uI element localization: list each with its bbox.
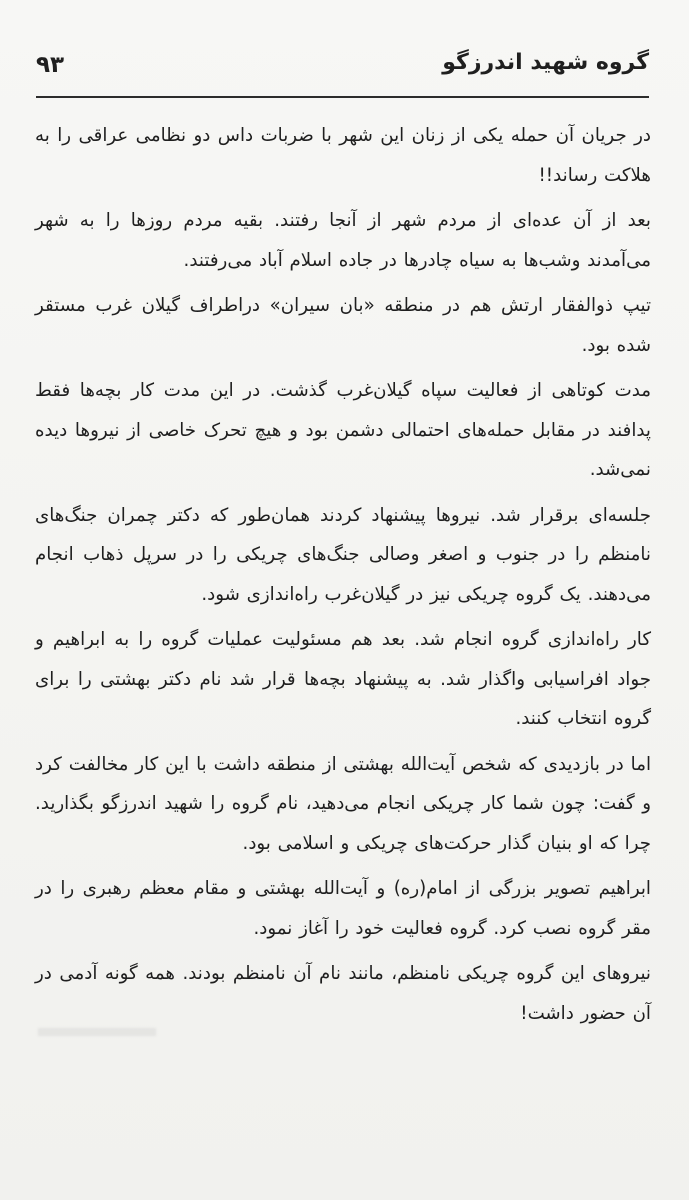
page-body (35, 116, 651, 1033)
running-title: گروه شهید اندرزگو (442, 50, 649, 75)
paragraph-6: کار راه‌اندازی گروه انجام شد. بعد هم مسئولیت عملیات گروه را به ابراهیم و جواد افراسیابی واگذار شد. به پیشنهاد بچه‌ها قرار شد نام دکتر بهشتی را برای گروه انتخاب کنند. (35, 629, 651, 729)
paragraph-1: در جریان آن حمله یکی از زنان این شهر با ضربات داس دو نظامی عراقی را به هلاکت رساند!! (35, 125, 651, 186)
paragraph-5: جلسه‌ای برقرار شد. نیروها پیشنهاد کردند همان‌طور که دکتر چمران جنگ‌های نامنظم را در جنوب و اصغر وصالی جنگ‌های چریکی را در سرپل ذهاب انجام می‌دهند. یک گروه چریکی نیز در گیلان‌غرب راه‌اندازی شود. (35, 504, 651, 605)
page-header (36, 42, 649, 98)
page-number: ۹۳ (36, 52, 65, 78)
paragraph-9: نیروهای این گروه چریکی نامنظم، مانند نام آن نامنظم بودند. همه گونه آدمی در آن حضور داشت! (35, 963, 651, 1024)
paragraph-2: بعد از آن عده‌ای از مردم شهر از آنجا رفتند. بقیه مردم روزها را به شهر می‌آمدند وشب‌ها به سیاه چادرها در جاده اسلام آباد می‌رفتند. (35, 210, 651, 271)
paragraph-7: اما در بازدیدی که شخص آیت‌الله بهشتی از منطقه داشت با این کار مخالفت کرد و گفت: چون شما کار چریکی انجام می‌دهید، نام گروه را شهید اندرزگو بگذارید. چرا که او بنیان گذار حرکت‌های چریکی و اسلامی بود. (35, 753, 651, 854)
paragraph-3: تیپ ذوالفقار ارتش هم در منطقه «بان سیران» دراطراف گیلان غرب مستقر شده بود. (35, 295, 651, 356)
paragraph-4: مدت کوتاهی از فعالیت سپاه گیلان‌غرب گذشت. در این مدت کار بچه‌ها فقط پدافند در مقابل حمله‌های احتمالی دشمن بود و هیچ تحرک خاصی از نیروها دیده نمی‌شد. (35, 380, 651, 480)
paper-smudge (38, 1028, 156, 1036)
paragraph-8: ابراهیم تصویر بزرگی از امام(ره) و آیت‌الله بهشتی و مقام معظم رهبری را در مقر گروه نصب کرد. گروه فعالیت خود را آغاز نمود. (35, 878, 651, 939)
